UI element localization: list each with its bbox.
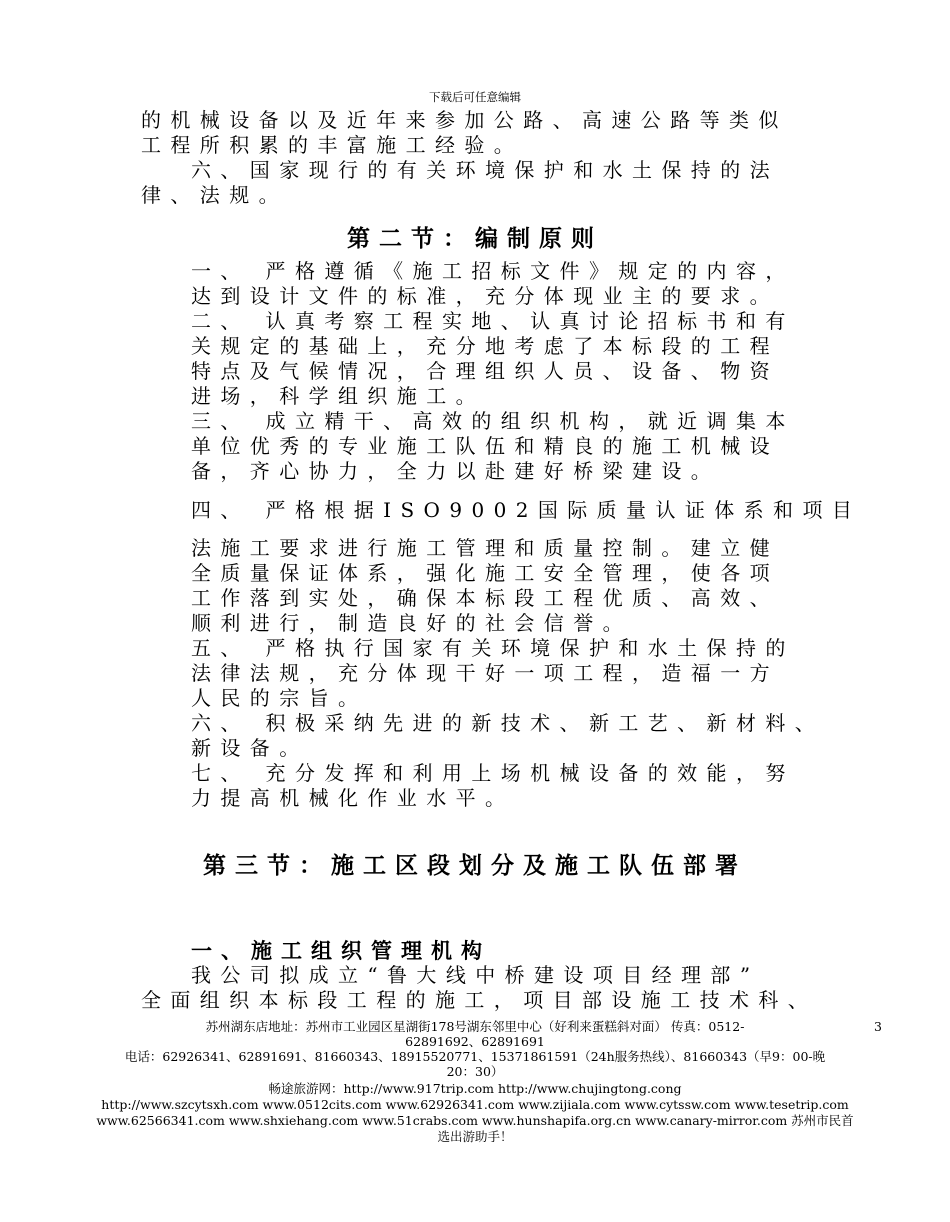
footer-line: 苏州湖东店地址：苏州市工业园区星湖街178号湖东邻里中心（好利来蛋糕斜对面） 传真：0512- xyxy=(205,1019,745,1034)
intro-line: 的机械设备以及近年来参加公路、高速公路等类似 xyxy=(141,108,788,132)
body-line: 五、 严格执行国家有关环境保护和水土保持的 xyxy=(191,636,795,660)
page-number: 3 xyxy=(874,1019,882,1034)
body-line: 六、 积极采纳先进的新技术、新工艺、新材料、 xyxy=(191,711,825,735)
body-line: 四、 严格根据ISO9002国际质量认证体系和项目 xyxy=(191,498,862,522)
body-line: 我公司拟成立“鲁大线中桥建设项目经理部” xyxy=(191,963,760,987)
body-line: 进场，科学组织施工。 xyxy=(191,384,485,408)
intro-line: 六、国家现行的有关环境保护和水土保持的法 xyxy=(191,158,779,182)
body-line: 法律法规，充分体现干好一项工程，造福一方 xyxy=(191,661,779,685)
body-line: 工作落到实处，确保本标段工程优质、高效、 xyxy=(191,586,779,610)
intro-line: 律、法规。 xyxy=(141,183,288,207)
body-line: 全面组织本标段工程的施工，项目部设施工技术科、 xyxy=(141,988,818,1012)
body-line: 力提高机械化作业水平。 xyxy=(191,786,515,810)
body-line: 一、 严格遵循《施工招标文件》规定的内容， xyxy=(191,259,795,283)
footer-line: 电话：62926341、62891691、81660343、18915520771、15371861591（24h服务热线）、81660343（早9：00-晚 xyxy=(124,1049,826,1064)
page-header: 下载后可任意编辑 xyxy=(429,90,521,104)
body-line: 人民的宗旨。 xyxy=(191,686,368,710)
footer-line: http://www.szcytsxh.com www.0512cits.com www.62926341.com www.zijiala.com www.cytssw.com www.tesetrip.com xyxy=(101,1097,849,1112)
body-line: 七、 充分发挥和利用上场机械设备的效能，努 xyxy=(191,761,795,785)
body-line: 达到设计文件的标准，充分体现业主的要求。 xyxy=(191,284,779,308)
body-line: 三、 成立精干、高效的组织机构，就近调集本 xyxy=(191,409,795,433)
section-3-title: 第三节：施工区段划分及施工队伍部署 xyxy=(203,852,747,879)
body-line: 法施工要求进行施工管理和质量控制。建立健 xyxy=(191,536,779,560)
footer-line: 选出游助手！ xyxy=(437,1129,513,1144)
body-line: 备，齐心协力，全力以赴建好桥梁建设。 xyxy=(191,459,721,483)
footer-line: 畅途旅游网：http://www.917trip.com http://www.chujingtong.cong xyxy=(268,1081,682,1096)
body-line: 特点及气候情况，合理组织人员、设备、物资 xyxy=(191,359,779,383)
intro-line: 工程所积累的丰富施工经验。 xyxy=(141,133,524,157)
body-line: 新设备。 xyxy=(191,736,309,760)
body-line: 顺利进行，制造良好的社会信誉。 xyxy=(191,611,632,635)
body-line: 关规定的基础上，充分地考虑了本标段的工程 xyxy=(191,334,779,358)
footer-line: 62891692、62891691 xyxy=(405,1034,545,1049)
section-2-title: 第二节：编制原则 xyxy=(347,225,603,252)
footer-line: 20：30） xyxy=(446,1064,504,1079)
body-line: 二、 认真考察工程实地、认真讨论招标书和有 xyxy=(191,309,795,333)
body-line: 单位优秀的专业施工队伍和精良的施工机械设 xyxy=(191,434,779,458)
subsection-title: 一、施工组织管理机构 xyxy=(191,938,491,963)
footer-line: www.62566341.com www.shxiehang.com www.51crabs.com www.hunshapifa.org.cn www.canary-mirror.com 苏州市民首 xyxy=(96,1113,854,1128)
body-line: 全质量保证体系，强化施工安全管理，使各项 xyxy=(191,561,779,585)
